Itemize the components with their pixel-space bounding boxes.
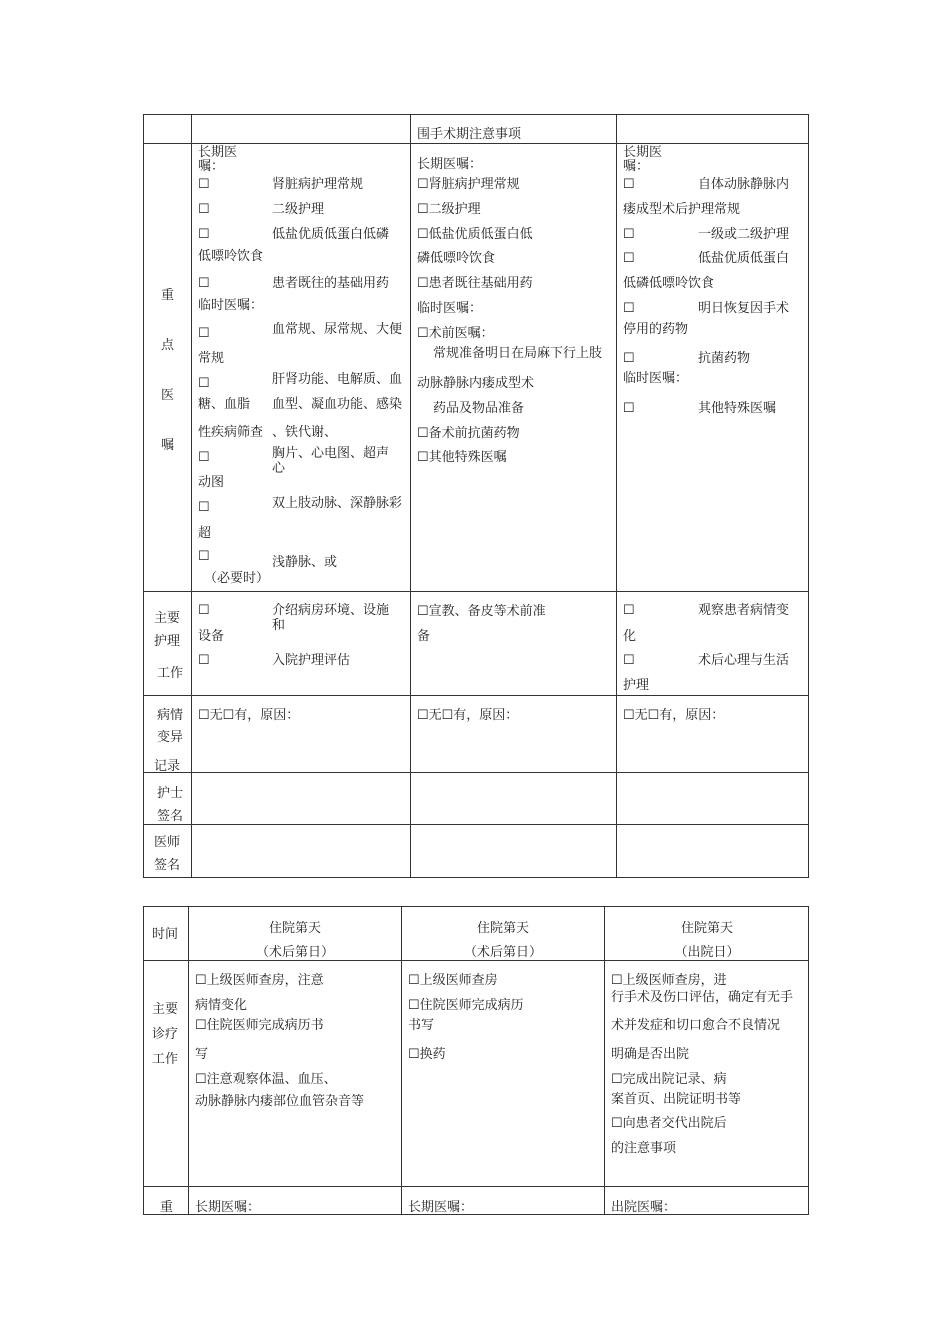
order-item: 其他特殊医嘱 xyxy=(698,401,777,416)
order-item: 患者既往的基础用药 xyxy=(272,276,390,291)
time-header: 时间 xyxy=(152,927,179,942)
row-label-nursing: 主要 xyxy=(154,611,181,626)
checkbox[interactable]: ☐ xyxy=(623,251,635,266)
task-line: 的注意事项 xyxy=(611,1141,677,1156)
checkbox[interactable]: ☐ xyxy=(198,177,210,192)
order-item: 肝肾功能、电解质、血 xyxy=(272,372,403,387)
row-label-orders: 重 xyxy=(160,1200,174,1215)
order-item-cont: 性疾病筛查 xyxy=(198,425,264,440)
task-line: ☐换药 xyxy=(408,1047,446,1062)
header-perioperative-notes: 围手术期注意事项 xyxy=(417,127,522,142)
hospital-day-header: 住院第天 xyxy=(476,921,530,936)
order-line: ☐二级护理 xyxy=(417,202,481,217)
order-item: 一级或二级护理 xyxy=(698,227,790,242)
order-line: 动脉静脉内瘘成型术 xyxy=(417,376,535,391)
row-label-char: 重 xyxy=(161,288,175,303)
row-label-variance: 病情 xyxy=(157,708,184,723)
checkbox[interactable]: ☐ xyxy=(623,653,635,668)
nursing-item: 入院护理评估 xyxy=(272,653,351,668)
table1-row-divider xyxy=(143,772,809,773)
checkbox[interactable]: ☐ xyxy=(623,351,635,366)
order-item: 二级护理 xyxy=(272,202,325,217)
order-item-cont: 动图 xyxy=(198,475,225,490)
variance-record[interactable]: ☐无☐有，原因： xyxy=(623,708,725,723)
nursing-item-cont: 化 xyxy=(623,629,637,644)
order-item-cont: 停用的药物 xyxy=(623,322,689,337)
checkbox[interactable]: ☐ xyxy=(623,603,635,618)
nursing-item: 术后心理与生活 xyxy=(698,653,790,668)
table1-row-divider xyxy=(143,695,809,696)
order-item: 胸片、心电图、超声心 xyxy=(272,446,390,476)
task-line: ☐上级医师查房 xyxy=(408,973,498,988)
table1-row-divider xyxy=(143,591,809,592)
order-item-cont: 糖、血脂 xyxy=(198,397,251,412)
variance-record[interactable]: ☐无☐有，原因： xyxy=(417,708,519,723)
row-label-nurse-signature: 护士 xyxy=(157,786,184,801)
task-line: 病情变化 xyxy=(195,998,248,1013)
temporary-orders-heading: 临时医嘱： xyxy=(623,371,689,386)
nursing-item-cont: 护理 xyxy=(623,678,650,693)
row-label-main-work: 工作 xyxy=(152,1052,179,1067)
checkbox[interactable]: ☐ xyxy=(198,549,210,564)
task-line: 明确是否出院 xyxy=(611,1047,690,1062)
order-item-cont: 低磷低嘌呤饮食 xyxy=(623,276,715,291)
order-line: 常规准备明日在局麻下行上肢 xyxy=(433,346,603,361)
checkbox[interactable]: ☐ xyxy=(623,401,635,416)
order-item: 明日恢复因手术 xyxy=(698,301,790,316)
table2-col-divider xyxy=(188,906,189,1215)
table1-col-divider xyxy=(191,114,192,878)
row-label-main-work: 诊疗 xyxy=(152,1027,179,1042)
checkbox[interactable]: ☐ xyxy=(623,177,635,192)
task-line: 写 xyxy=(195,1047,209,1062)
hospital-day-header: 住院第天 xyxy=(680,921,734,936)
table1-col-divider xyxy=(616,114,617,878)
row-label-char: 嘱 xyxy=(161,438,175,453)
checkbox[interactable]: ☐ xyxy=(623,301,635,316)
table2-row-divider xyxy=(143,1186,809,1187)
task-line: ☐注意观察体温、血压、 xyxy=(195,1072,337,1087)
order-item: 血型、凝血功能、感染 xyxy=(272,397,403,412)
order-item-cont: 超 xyxy=(198,526,212,541)
table1-row-divider xyxy=(143,824,809,825)
task-line: 书写 xyxy=(408,1018,435,1033)
row-label-nursing: 工作 xyxy=(157,666,184,681)
row-label-main-work: 主要 xyxy=(152,1002,179,1017)
order-item: 血常规、尿常规、大便 xyxy=(272,322,403,337)
order-item-cont: （必要时） xyxy=(204,571,270,586)
checkbox[interactable]: ☐ xyxy=(198,326,210,341)
long-term-orders-heading: 长期医嘱： xyxy=(417,157,483,172)
order-item-cont: 低嘌呤饮食 xyxy=(198,249,264,264)
long-term-orders-heading: 长期医嘱： xyxy=(623,145,663,174)
hospital-day-header: 住院第天 xyxy=(268,921,322,936)
task-line: 案首页、出院证明书等 xyxy=(611,1092,742,1107)
order-line: ☐患者既往基础用药 xyxy=(417,276,533,291)
row-label-doctor-signature: 医师 xyxy=(154,835,181,850)
order-line: ☐肾脏病护理常规 xyxy=(417,177,520,192)
nursing-item: ☐宣教、备皮等术前准 xyxy=(417,604,546,619)
nursing-item: 介绍病房环境、设施和 xyxy=(272,603,390,633)
nursing-item: 观察患者病情变 xyxy=(698,603,790,618)
order-item: 双上肢动脉、深静脉彩 xyxy=(272,496,403,511)
order-item: 、铁代谢、 xyxy=(272,425,338,440)
temporary-orders-heading: 临时医嘱： xyxy=(417,301,483,316)
table2-col-divider xyxy=(604,906,605,1215)
order-item: 自体动脉静脉内 xyxy=(698,177,790,192)
checkbox[interactable]: ☐ xyxy=(198,603,210,618)
order-item: 肾脏病护理常规 xyxy=(272,177,364,192)
long-term-orders-heading: 长期医嘱： xyxy=(198,145,238,174)
checkbox[interactable]: ☐ xyxy=(198,202,210,217)
task-line: 行手术及伤口评估，确定有无手 xyxy=(611,990,794,1005)
row-label-variance: 记录 xyxy=(154,759,181,774)
order-item: 抗菌药物 xyxy=(698,351,751,366)
row-label-char: 医 xyxy=(161,388,175,403)
order-item: 浅静脉、或 xyxy=(272,555,338,570)
post-op-day-subheader: （术后第日） xyxy=(463,945,543,960)
row-label-char: 点 xyxy=(161,338,175,353)
discharge-day-subheader: （出院日） xyxy=(674,945,740,960)
order-line: ☐其他特殊医嘱 xyxy=(417,450,507,465)
discharge-orders-heading: 出院医嘱： xyxy=(611,1200,677,1215)
checkbox[interactable]: ☐ xyxy=(198,500,210,515)
order-item-cont: 常规 xyxy=(198,351,225,366)
checkbox[interactable]: ☐ xyxy=(623,227,635,242)
post-op-day-subheader: （术后第日） xyxy=(255,945,335,960)
checkbox[interactable]: ☐ xyxy=(198,376,210,391)
order-item: 低盐优质低蛋白低磷 xyxy=(272,227,390,242)
long-term-orders-heading: 长期医嘱： xyxy=(408,1200,474,1215)
table2-col-divider xyxy=(401,906,402,1215)
order-line: ☐低盐优质低蛋白低 xyxy=(417,227,533,242)
order-line: ☐术前医嘱： xyxy=(417,326,494,341)
checkbox[interactable]: ☐ xyxy=(198,450,210,465)
order-item: 低盐优质低蛋白 xyxy=(698,251,790,266)
task-line: ☐完成出院记录、病 xyxy=(611,1072,727,1087)
long-term-orders-heading: 长期医嘱： xyxy=(195,1200,261,1215)
row-label-doctor-signature: 签名 xyxy=(154,858,181,873)
checkbox[interactable]: ☐ xyxy=(198,653,210,668)
task-line: ☐向患者交代出院后 xyxy=(611,1116,727,1131)
variance-record[interactable]: ☐无☐有，原因： xyxy=(198,708,300,723)
checkbox[interactable]: ☐ xyxy=(198,227,210,242)
nursing-item-cont: 备 xyxy=(417,629,431,644)
order-line: 药品及物品准备 xyxy=(433,401,525,416)
task-line: ☐上级医师查房，进 xyxy=(611,973,727,988)
row-label-variance: 变异 xyxy=(157,730,184,745)
checkbox[interactable]: ☐ xyxy=(198,276,210,291)
table1-col-divider xyxy=(410,114,411,878)
order-line: 磷低嘌呤饮食 xyxy=(417,251,496,266)
task-line: 术并发症和切口愈合不良情况 xyxy=(611,1018,781,1033)
row-label-nurse-signature: 签名 xyxy=(157,809,184,824)
temporary-orders-heading: 临时医嘱： xyxy=(198,298,264,313)
order-line: ☐备术前抗菌药物 xyxy=(417,426,520,441)
task-line: 动脉静脉内瘘部位血管杂音等 xyxy=(195,1094,365,1109)
nursing-item-cont: 设备 xyxy=(198,629,225,644)
row-label-nursing: 护理 xyxy=(154,634,181,649)
task-line: ☐住院医师完成病历 xyxy=(408,998,524,1013)
task-line: ☐上级医师查房，注意 xyxy=(195,973,324,988)
table1-row-divider xyxy=(143,143,809,144)
order-item-cont: 瘘成型术后护理常规 xyxy=(623,202,741,217)
task-line: ☐住院医师完成病历书 xyxy=(195,1018,324,1033)
